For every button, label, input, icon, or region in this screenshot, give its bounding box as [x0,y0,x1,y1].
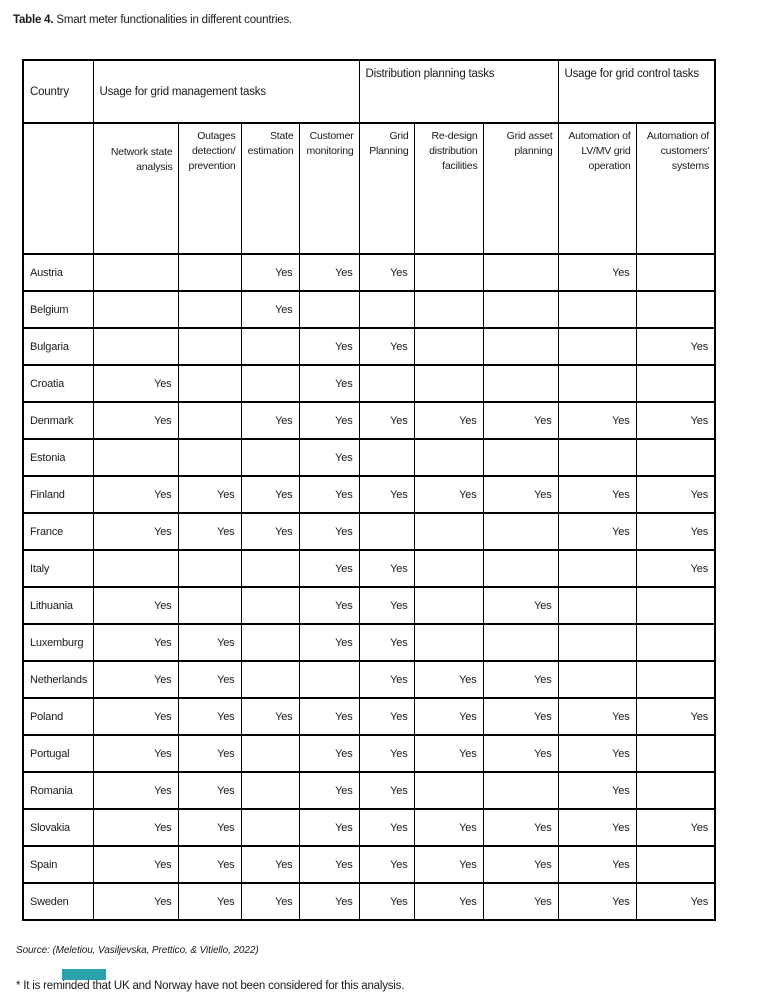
value-cell: Yes [299,513,359,550]
value-cell: Yes [93,365,178,402]
value-cell [483,365,558,402]
country-cell: Lithuania [23,587,93,624]
value-cell [414,550,483,587]
table-row-lithuania [23,587,715,624]
table-row-bulgaria [23,328,715,365]
value-cell: Yes [299,476,359,513]
value-cell: Yes [178,513,241,550]
value-cell [636,291,715,328]
value-cell [241,809,299,846]
value-cell: Yes [636,883,715,920]
value-cell [558,291,636,328]
value-cell: Yes [558,772,636,809]
group-header-row [23,60,715,123]
value-cell [636,624,715,661]
column-header-re-design-distribution-facilities: Re-design distribution facilities [414,123,483,254]
value-cell: Yes [93,661,178,698]
value-cell: Yes [241,402,299,439]
value-cell: Yes [636,328,715,365]
table-row-estonia [23,439,715,476]
table-row-austria [23,254,715,291]
country-cell: Portugal [23,735,93,772]
value-cell: Yes [93,587,178,624]
country-cell: Poland [23,698,93,735]
table-caption-text: Smart meter functionalities in different countries. [53,14,293,26]
value-cell [93,439,178,476]
column-header-grid-asset-planning: Grid asset planning [483,123,558,254]
value-cell [241,735,299,772]
sub-header-row [23,123,715,254]
country-cell: Romania [23,772,93,809]
value-cell: Yes [414,476,483,513]
table-row-netherlands [23,661,715,698]
value-cell: Yes [483,661,558,698]
value-cell: Yes [558,513,636,550]
sub-header-blank [23,123,93,254]
value-cell [178,328,241,365]
group-header-usage-for-grid-control-tasks: Usage for grid control tasks [558,60,715,123]
value-cell: Yes [299,328,359,365]
table-row-luxemburg [23,624,715,661]
country-cell: Denmark [23,402,93,439]
value-cell: Yes [636,698,715,735]
country-cell: Bulgaria [23,328,93,365]
group-header-usage-for-grid-management-tasks: Usage for grid management tasks [93,60,359,123]
value-cell: Yes [241,513,299,550]
value-cell: Yes [483,587,558,624]
value-cell: Yes [299,698,359,735]
value-cell: Yes [636,402,715,439]
value-cell [414,624,483,661]
value-cell [359,513,414,550]
value-cell [241,624,299,661]
value-cell [483,439,558,476]
value-cell: Yes [558,883,636,920]
column-header-network-state-analysis: Network state analysis [93,123,178,254]
value-cell: Yes [359,661,414,698]
value-cell [558,624,636,661]
source-line: Source: (Meletiou, Vasiljevska, Prettico, & Vitiello, 2022) [16,945,259,956]
value-cell: Yes [93,846,178,883]
value-cell: Yes [359,735,414,772]
value-cell [414,439,483,476]
value-cell [178,402,241,439]
accent-bar [62,969,106,980]
value-cell [178,365,241,402]
value-cell [241,772,299,809]
value-cell: Yes [299,624,359,661]
value-cell: Yes [299,550,359,587]
value-cell [93,550,178,587]
table-row-romania [23,772,715,809]
value-cell [241,550,299,587]
value-cell [93,254,178,291]
value-cell: Yes [93,513,178,550]
value-cell: Yes [178,476,241,513]
country-cell: Luxemburg [23,624,93,661]
value-cell: Yes [299,365,359,402]
table-row-spain [23,846,715,883]
column-header-grid-planning: Grid Planning [359,123,414,254]
value-cell [414,587,483,624]
value-cell: Yes [299,809,359,846]
value-cell: Yes [359,402,414,439]
value-cell: Yes [359,587,414,624]
value-cell: Yes [178,883,241,920]
value-cell [414,772,483,809]
table-caption-label: Table 4. [13,14,54,26]
column-header-outages-detection-prevention: Outages detection/ prevention [178,123,241,254]
value-cell: Yes [241,476,299,513]
value-cell: Yes [299,402,359,439]
value-cell: Yes [178,735,241,772]
value-cell [93,328,178,365]
value-cell [178,254,241,291]
value-cell [636,587,715,624]
value-cell: Yes [93,402,178,439]
value-cell [636,846,715,883]
value-cell [636,439,715,476]
column-header-state-estimation: State estimation [241,123,299,254]
value-cell: Yes [483,735,558,772]
value-cell [558,439,636,476]
value-cell: Yes [178,698,241,735]
value-cell: Yes [178,624,241,661]
value-cell [636,772,715,809]
value-cell [241,439,299,476]
value-cell [483,328,558,365]
table-row-slovakia [23,809,715,846]
value-cell [636,365,715,402]
value-cell: Yes [299,735,359,772]
smart-meter-table [22,59,716,921]
value-cell [178,291,241,328]
column-header-customer-monitoring: Customer monitoring [299,123,359,254]
group-header-country: Country [23,60,93,123]
value-cell: Yes [178,772,241,809]
value-cell: Yes [483,402,558,439]
value-cell: Yes [636,476,715,513]
value-cell [178,550,241,587]
value-cell: Yes [636,809,715,846]
column-header-automation-of-lv-mv-grid-operation: Automation of LV/MV grid operation [558,123,636,254]
value-cell: Yes [241,254,299,291]
value-cell: Yes [93,735,178,772]
value-cell [483,624,558,661]
country-cell: Croatia [23,365,93,402]
value-cell [558,328,636,365]
table-row-belgium [23,291,715,328]
value-cell: Yes [178,809,241,846]
value-cell [93,291,178,328]
table-row-france [23,513,715,550]
value-cell: Yes [414,402,483,439]
value-cell [178,587,241,624]
value-cell: Yes [93,476,178,513]
group-header-distribution-planning-tasks: Distribution planning tasks [359,60,558,123]
value-cell: Yes [359,254,414,291]
value-cell: Yes [558,254,636,291]
value-cell: Yes [359,550,414,587]
value-cell: Yes [558,476,636,513]
table-row-denmark [23,402,715,439]
value-cell [483,254,558,291]
value-cell: Yes [359,698,414,735]
value-cell: Yes [414,698,483,735]
value-cell: Yes [93,624,178,661]
value-cell [414,328,483,365]
value-cell [558,550,636,587]
value-cell: Yes [359,846,414,883]
table-row-portugal [23,735,715,772]
value-cell: Yes [636,513,715,550]
country-cell: Belgium [23,291,93,328]
table-row-finland [23,476,715,513]
value-cell [241,328,299,365]
country-cell: Finland [23,476,93,513]
country-cell: Slovakia [23,809,93,846]
table-row-italy [23,550,715,587]
table-row-croatia [23,365,715,402]
value-cell: Yes [241,698,299,735]
table-row-sweden [23,883,715,920]
value-cell: Yes [93,772,178,809]
value-cell: Yes [359,476,414,513]
value-cell: Yes [93,883,178,920]
value-cell: Yes [558,735,636,772]
value-cell [241,661,299,698]
value-cell [483,513,558,550]
country-cell: Spain [23,846,93,883]
value-cell: Yes [483,883,558,920]
value-cell: Yes [299,254,359,291]
value-cell: Yes [299,846,359,883]
value-cell: Yes [93,698,178,735]
value-cell: Yes [414,846,483,883]
country-cell: Estonia [23,439,93,476]
value-cell: Yes [359,328,414,365]
value-cell [483,550,558,587]
value-cell: Yes [483,809,558,846]
value-cell: Yes [414,883,483,920]
footnote: * It is reminded that UK and Norway have not been considered for this analysis. [16,980,405,992]
value-cell [558,365,636,402]
value-cell: Yes [359,809,414,846]
value-cell [483,291,558,328]
value-cell [414,365,483,402]
value-cell: Yes [299,883,359,920]
value-cell [241,587,299,624]
value-cell [178,439,241,476]
value-cell [636,661,715,698]
value-cell [483,772,558,809]
country-cell: Sweden [23,883,93,920]
value-cell [558,587,636,624]
value-cell: Yes [483,476,558,513]
value-cell [359,365,414,402]
value-cell: Yes [558,846,636,883]
value-cell: Yes [414,661,483,698]
value-cell: Yes [359,624,414,661]
value-cell [359,291,414,328]
value-cell [241,365,299,402]
country-cell: Netherlands [23,661,93,698]
value-cell [414,291,483,328]
value-cell: Yes [558,402,636,439]
value-cell [359,439,414,476]
value-cell: Yes [93,809,178,846]
value-cell: Yes [299,772,359,809]
value-cell [414,254,483,291]
value-cell [414,513,483,550]
value-cell: Yes [241,291,299,328]
value-cell: Yes [414,735,483,772]
table-container [22,59,767,921]
value-cell: Yes [558,809,636,846]
country-cell: Italy [23,550,93,587]
value-cell: Yes [299,587,359,624]
value-cell: Yes [299,439,359,476]
value-cell: Yes [636,550,715,587]
value-cell: Yes [483,846,558,883]
value-cell: Yes [414,809,483,846]
value-cell [558,661,636,698]
country-cell: France [23,513,93,550]
value-cell [299,291,359,328]
value-cell [299,661,359,698]
value-cell: Yes [178,661,241,698]
value-cell: Yes [241,883,299,920]
table-caption [13,14,767,26]
value-cell: Yes [558,698,636,735]
value-cell: Yes [241,846,299,883]
country-cell: Austria [23,254,93,291]
value-cell: Yes [483,698,558,735]
value-cell: Yes [359,883,414,920]
column-header-automation-of-customers-systems: Automation of customers' systems [636,123,715,254]
table-row-poland [23,698,715,735]
value-cell [636,254,715,291]
value-cell: Yes [178,846,241,883]
value-cell: Yes [359,772,414,809]
value-cell [636,735,715,772]
